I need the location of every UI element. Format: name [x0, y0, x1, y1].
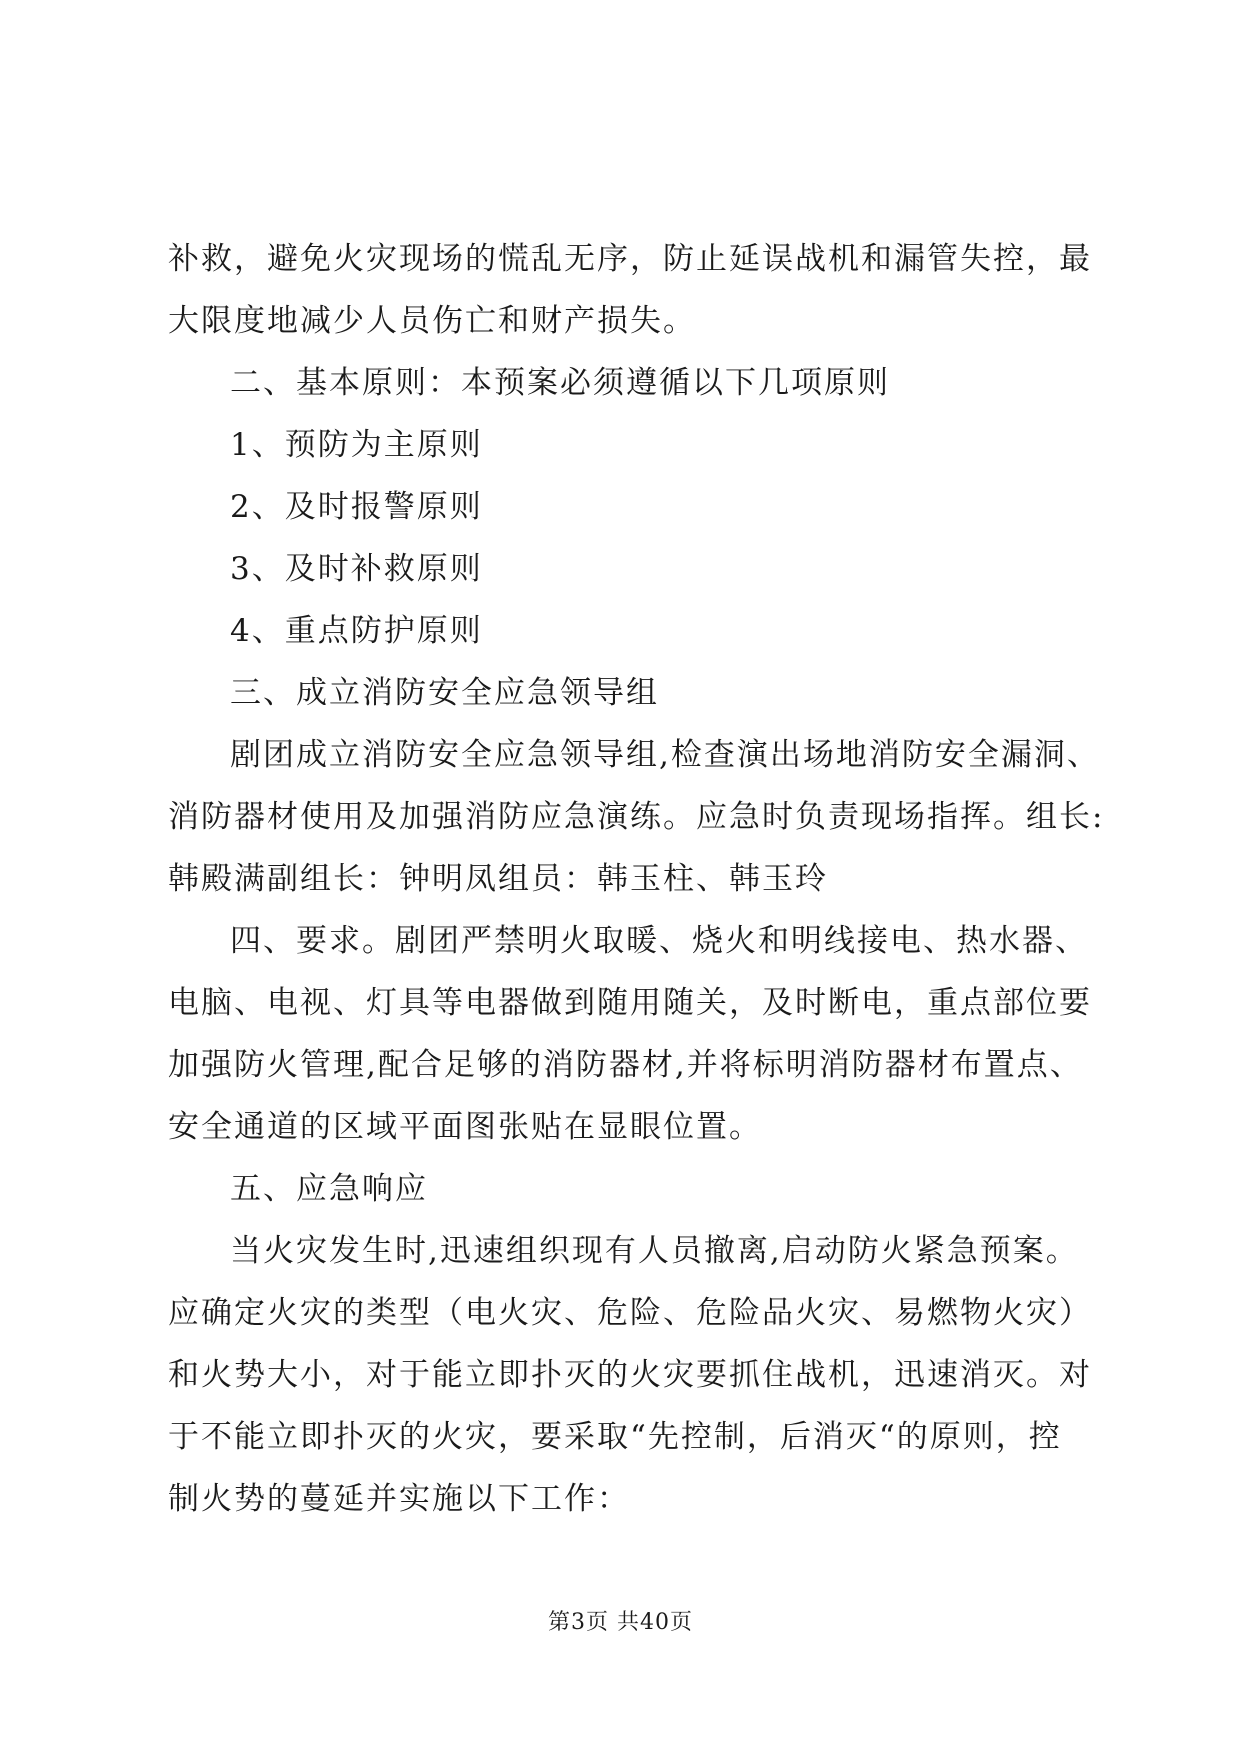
paragraph-line: 2、及时报警原则 — [230, 489, 483, 525]
paragraph-line: 大限度地减少人员伤亡和财产损失。 — [168, 303, 696, 339]
paragraph-line: 于不能立即扑灭的火灾，要采取“先控制，后消灭“的原则，控 — [168, 1419, 1062, 1455]
page-footer: 第3页 共40页 — [548, 1610, 693, 1635]
paragraph-line: 三、成立消防安全应急领导组 — [230, 675, 659, 711]
paragraph-line: 制火势的蔓延并实施以下工作： — [168, 1481, 630, 1517]
paragraph-line: 应确定火灾的类型（电火灾、危险、危险品火灾、易燃物火灾） — [168, 1295, 1092, 1331]
paragraph-line: 和火势大小，对于能立即扑灭的火灾要抓住战机，迅速消灭。对 — [168, 1357, 1092, 1393]
document-body — [168, 228, 1105, 1530]
paragraph-line: 当火灾发生时,迅速组织现有人员撤离,启动防火紧急预案。 — [230, 1233, 1079, 1269]
paragraph-line: 加强防火管理,配合足够的消防器材,并将标明消防器材布置点、 — [168, 1047, 1083, 1083]
paragraph-line: 电脑、电视、灯具等电器做到随用随关，及时断电，重点部位要 — [168, 985, 1092, 1021]
paragraph-line: 消防器材使用及加强消防应急演练。应急时负责现场指挥。组长: — [168, 799, 1105, 835]
paragraph-line: 剧团成立消防安全应急领导组,检查演出场地消防安全漏洞、 — [230, 737, 1100, 773]
paragraph-line: 补救，避免火灾现场的慌乱无序，防止延误战机和漏管失控，最 — [168, 241, 1092, 277]
paragraph-line: 二、基本原则：本预案必须遵循以下几项原则 — [230, 365, 890, 401]
paragraph-line: 安全通道的区域平面图张贴在显眼位置。 — [168, 1109, 762, 1145]
paragraph-line: 3、及时补救原则 — [230, 551, 483, 587]
paragraph-line: 韩殿满副组长：钟明凤组员：韩玉柱、韩玉玲 — [168, 861, 828, 897]
paragraph-line: 五、应急响应 — [230, 1171, 428, 1207]
paragraph-line: 4、重点防护原则 — [230, 613, 483, 649]
paragraph-line: 四、要求。剧团严禁明火取暖、烧火和明线接电、热水器、 — [230, 923, 1088, 959]
paragraph-line: 1、预防为主原则 — [230, 427, 483, 463]
